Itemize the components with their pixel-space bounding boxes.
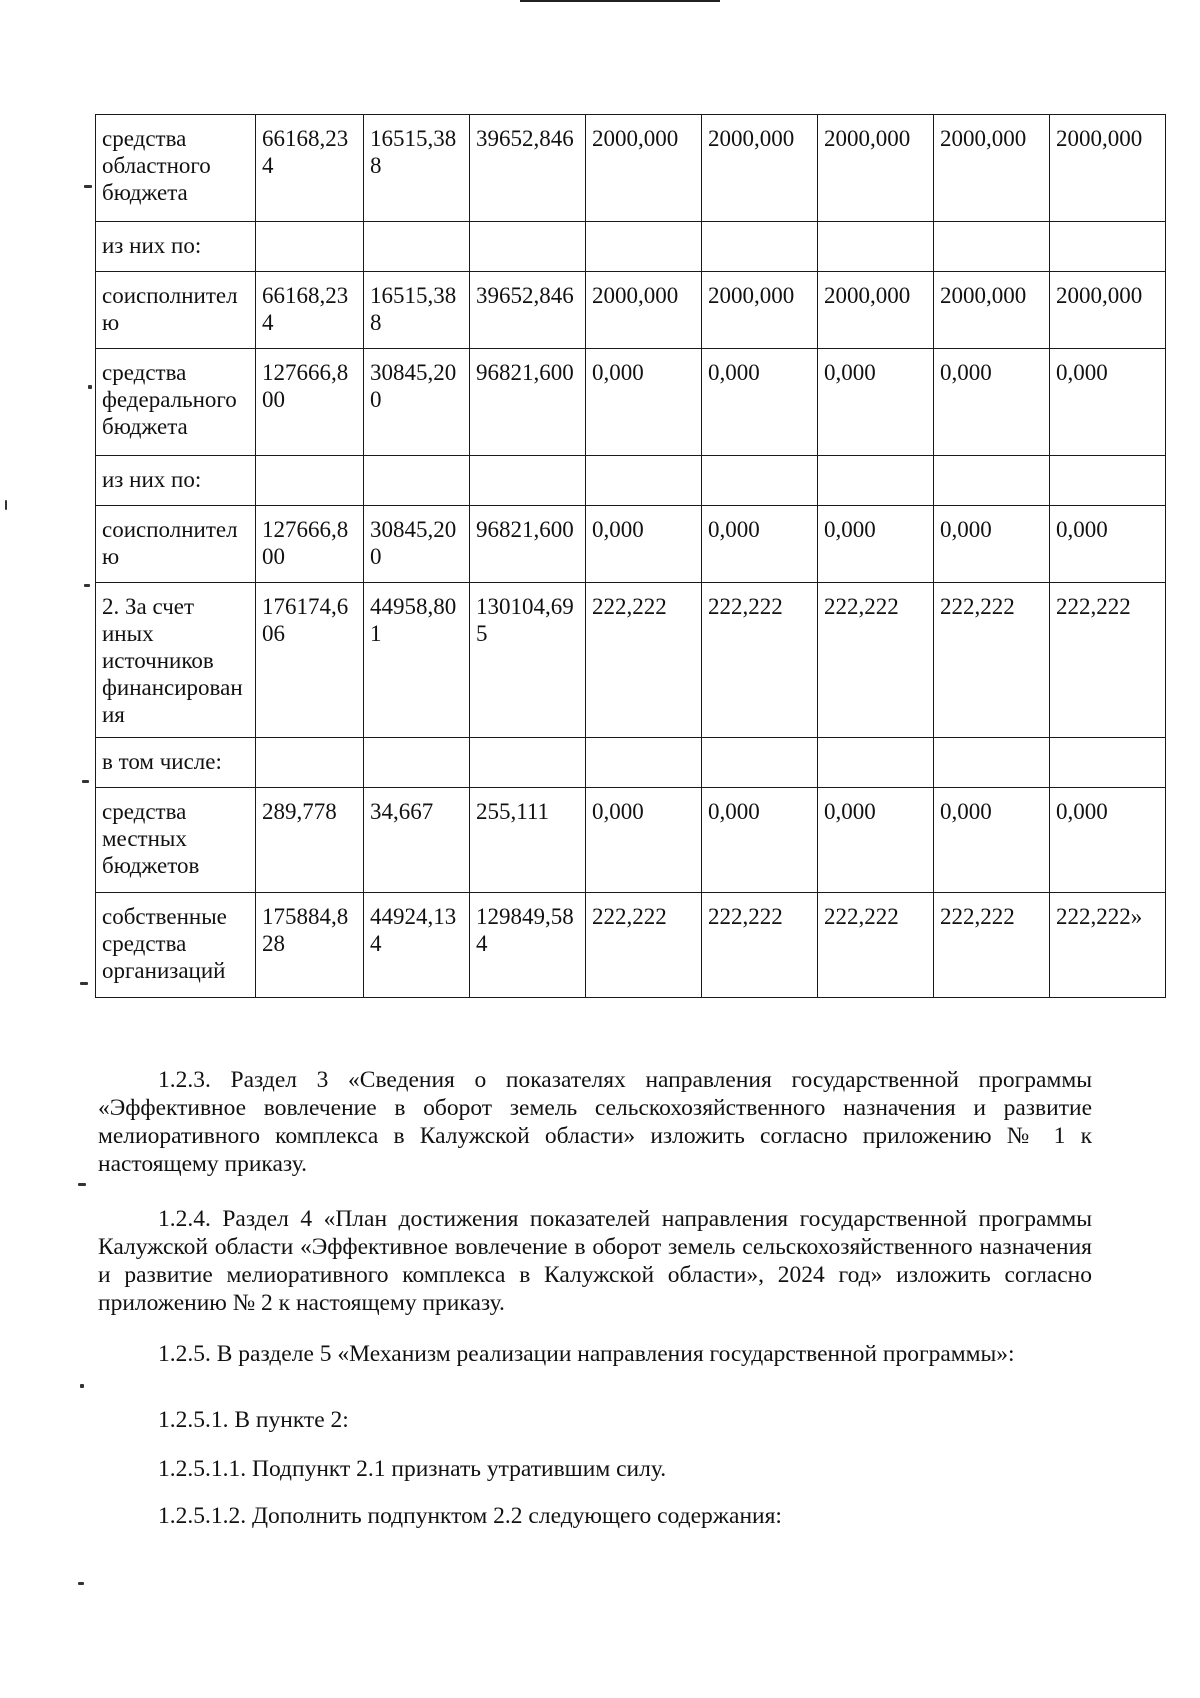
table-cell [586,738,702,788]
table-cell [702,222,818,272]
table-cell [702,738,818,788]
table-cell: 0,000 [934,788,1050,893]
table-cell: 255,111 [470,788,586,893]
table-cell [256,738,364,788]
row-label: 2. За счет иных источников финансирования [96,583,256,738]
table-cell: 129849,584 [470,893,586,998]
table-cell: 0,000 [934,506,1050,583]
table-cell: 0,000 [702,788,818,893]
table-row [96,738,1166,788]
table-cell: 0,000 [934,349,1050,456]
table-cell: 30845,200 [364,506,470,583]
table-row [96,222,1166,272]
table-row [96,506,1166,583]
paragraph-1-2-4 [98,1205,1092,1317]
scan-artifact-line [520,0,720,2]
table-cell: 16515,388 [364,272,470,349]
table-cell: 96821,600 [470,506,586,583]
table-cell: 222,222 [818,583,934,738]
table-cell [818,738,934,788]
table-row [96,115,1166,222]
scan-artifact-mark [84,584,90,587]
row-label: средства местных бюджетов [96,788,256,893]
table-cell: 0,000 [586,349,702,456]
table-cell [470,222,586,272]
table-row [96,893,1166,998]
table-cell: 130104,695 [470,583,586,738]
table-cell: 16515,388 [364,115,470,222]
paragraph-1-2-3 [98,1066,1092,1178]
table-cell: 222,222 [702,893,818,998]
table-cell: 222,222 [934,893,1050,998]
paragraph-text: 1.2.5.1. В пункте 2: [158,1407,349,1433]
paragraph-text: 1.2.5. В разделе 5 «Механизм реализации направления государственной программы»: [158,1341,1015,1367]
table-cell: 39652,846 [470,272,586,349]
table-cell: 176174,606 [256,583,364,738]
paragraph-1-2-5-1 [98,1406,1092,1434]
table-cell: 2000,000 [818,272,934,349]
paragraph-text: 1.2.5.1.1. Подпункт 2.1 признать утратившим силу. [158,1456,667,1482]
table-cell: 96821,600 [470,349,586,456]
table-cell: 222,222 [818,893,934,998]
paragraph-text: 1.2.3. Раздел 3 «Сведения о показателях направления государственной программы «Эффективное вовлечение в оборот земель сельскохозяйственного назначения и развитие мелиоративного комплекса в Калужской области» изложить согласно приложению № 1 к настоящему приказу. [98,1067,1092,1177]
row-label: из них по: [96,222,256,272]
table-cell: 44924,134 [364,893,470,998]
row-label: средства областного бюджета [96,115,256,222]
table-row [96,788,1166,893]
table-row [96,349,1166,456]
row-label: средства федерального бюджета [96,349,256,456]
table-cell: 2000,000 [1050,272,1166,349]
scan-artifact-mark [80,1384,84,1388]
table-cell [586,222,702,272]
row-label: соисполнителю [96,506,256,583]
paragraph-1-2-5 [98,1340,1092,1368]
table-cell: 30845,200 [364,349,470,456]
table-cell [364,222,470,272]
table-cell: 2000,000 [934,272,1050,349]
table-cell [470,456,586,506]
table-cell: 0,000 [818,788,934,893]
table-cell [934,222,1050,272]
table-cell: 0,000 [586,788,702,893]
table-cell: 0,000 [1050,788,1166,893]
table-cell [934,456,1050,506]
table-cell: 289,778 [256,788,364,893]
table-cell: 222,222 [586,893,702,998]
table-cell [586,456,702,506]
table-cell: 2000,000 [702,115,818,222]
table-cell: 66168,234 [256,272,364,349]
table-cell: 2000,000 [1050,115,1166,222]
table-cell: 2000,000 [586,115,702,222]
paragraph-text: 1.2.5.1.2. Дополнить подпунктом 2.2 следующего содержания: [158,1503,782,1529]
table-row [96,456,1166,506]
row-label: из них по: [96,456,256,506]
table-cell [364,456,470,506]
table-cell: 222,222 [934,583,1050,738]
table-cell: 127666,800 [256,349,364,456]
table-cell [1050,738,1166,788]
table-cell: 0,000 [1050,349,1166,456]
table-cell [702,456,818,506]
table-row [96,272,1166,349]
table-cell [470,738,586,788]
scan-artifact-mark [5,500,7,510]
scan-artifact-mark [78,1582,84,1585]
table-cell: 2000,000 [934,115,1050,222]
table-cell: 222,222 [586,583,702,738]
table-cell: 0,000 [818,506,934,583]
table-row [96,583,1166,738]
table-cell: 44958,801 [364,583,470,738]
table-cell: 0,000 [586,506,702,583]
table-cell: 0,000 [1050,506,1166,583]
scan-artifact-mark [88,385,92,389]
scan-artifact-mark [78,1183,86,1186]
paragraph-text: 1.2.4. Раздел 4 «План достижения показателей направления государственной программы Калужской области «Эффективное вовлечение в оборот земель сельскохозяйственного назначения и развитие мелиоративного комплекса в Калужской области», 2024 год» изложить согласно приложению № 2 к настоящему приказу. [98,1206,1092,1316]
row-label: соисполнителю [96,272,256,349]
table-cell [364,738,470,788]
scan-artifact-mark [82,780,89,783]
row-label: в том числе: [96,738,256,788]
table-cell: 2000,000 [702,272,818,349]
table-cell [818,222,934,272]
table-cell: 175884,828 [256,893,364,998]
row-label: собственные средства организаций [96,893,256,998]
table-cell: 222,222» [1050,893,1166,998]
table-cell: 2000,000 [818,115,934,222]
table-cell [256,222,364,272]
paragraph-1-2-5-1-1 [98,1455,1092,1483]
table-cell: 0,000 [702,506,818,583]
table-cell [1050,456,1166,506]
table-cell [818,456,934,506]
table-cell: 66168,234 [256,115,364,222]
table-cell: 222,222 [1050,583,1166,738]
paragraph-1-2-5-1-2 [98,1502,1092,1530]
table-cell [934,738,1050,788]
financing-table [95,114,1166,998]
table-cell: 39652,846 [470,115,586,222]
table-cell: 222,222 [702,583,818,738]
scan-artifact-mark [84,185,92,188]
table-cell [1050,222,1166,272]
table-cell: 0,000 [702,349,818,456]
table-cell: 0,000 [818,349,934,456]
table-cell [256,456,364,506]
table-cell: 127666,800 [256,506,364,583]
scan-artifact-mark [80,982,88,985]
table-cell: 2000,000 [586,272,702,349]
table-cell: 34,667 [364,788,470,893]
